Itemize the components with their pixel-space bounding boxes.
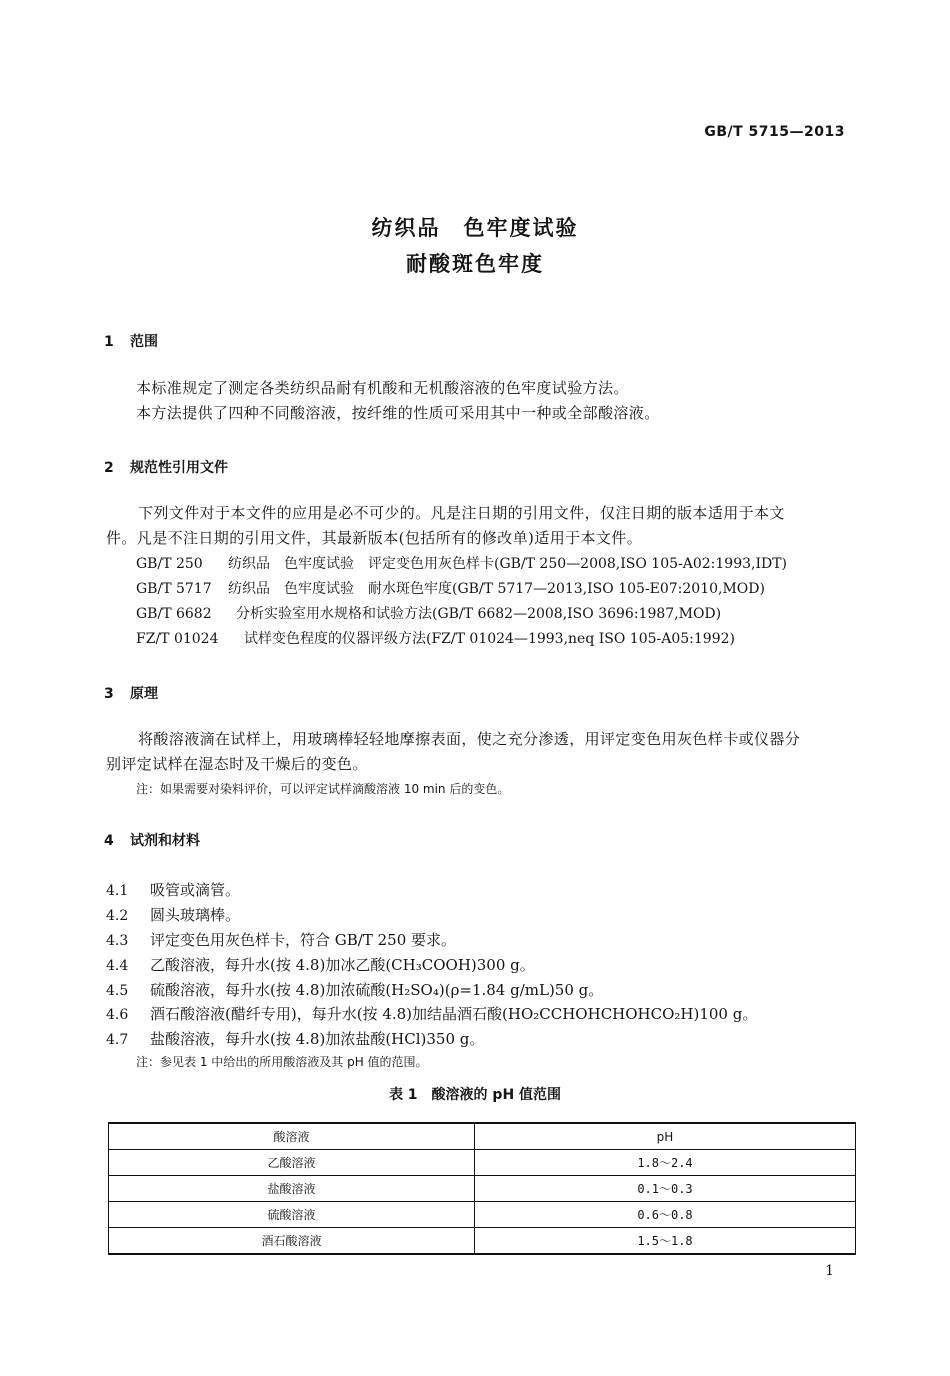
reference-code: FZ/T 01024 bbox=[136, 631, 219, 647]
section-title: 原理 bbox=[130, 686, 158, 702]
acid-name-cell: 盐酸溶液 bbox=[109, 1176, 475, 1202]
reference-text: 分析实验室用水规格和试验方法(GB/T 6682—2008,ISO 3696:1987,MOD) bbox=[236, 606, 722, 622]
item-number: 4.7 bbox=[106, 1032, 129, 1048]
reference-item bbox=[136, 628, 735, 648]
material-item bbox=[106, 879, 240, 900]
table-row bbox=[109, 1150, 856, 1176]
reference-item bbox=[136, 603, 721, 623]
section-2-intro-line-1: 下列文件对于本文件的应用是必不可少的。凡是注日期的引用文件，仅注日期的版本适用于本文 bbox=[138, 504, 785, 522]
acid-name-cell: 硫酸溶液 bbox=[109, 1202, 475, 1228]
item-text: 硫酸溶液，每升水(按 4.8)加浓硫酸(H₂SO₄)(ρ=1.84 g/mL)50 g。 bbox=[150, 981, 604, 999]
reference-item bbox=[136, 578, 765, 598]
standard-code: GB/T 5715—2013 bbox=[704, 124, 845, 140]
table-header-row bbox=[109, 1123, 856, 1150]
reference-text: 纺织品 色牢度试验 耐水斑色牢度(GB/T 5717—2013,ISO 105-E07:2010,MOD) bbox=[228, 581, 765, 597]
section-number: 3 bbox=[104, 686, 114, 702]
section-1-paragraph-2: 本方法提供了四种不同酸溶液，按纤维的性质可采用其中一种或全部酸溶液。 bbox=[136, 404, 660, 422]
acid-ph-table bbox=[108, 1122, 856, 1255]
item-text: 评定变色用灰色样卡，符合 GB/T 250 要求。 bbox=[150, 931, 457, 949]
table-row bbox=[109, 1202, 856, 1228]
item-number: 4.4 bbox=[106, 958, 129, 974]
reference-text: 纺织品 色牢度试验 评定变色用灰色样卡(GB/T 250—2008,ISO 105-A02:1993,IDT) bbox=[228, 556, 788, 572]
material-item bbox=[106, 1003, 757, 1024]
ph-range-cell: 1.8～2.4 bbox=[475, 1150, 856, 1176]
section-1-heading bbox=[104, 331, 158, 351]
acid-name-cell: 酒石酸溶液 bbox=[109, 1228, 475, 1255]
item-number: 4.5 bbox=[106, 983, 129, 999]
reference-item bbox=[136, 553, 787, 573]
ph-range-cell: 0.6～0.8 bbox=[475, 1202, 856, 1228]
ph-range-cell: 1.5～1.8 bbox=[475, 1228, 856, 1255]
reference-text: 试样变色程度的仪器评级方法(FZ/T 01024—1993,neq ISO 105-A05:1992) bbox=[244, 631, 735, 647]
section-2-heading bbox=[104, 457, 228, 477]
material-item bbox=[106, 1028, 484, 1049]
material-item bbox=[106, 979, 603, 1000]
material-item bbox=[106, 929, 456, 950]
section-3-line-2: 别评定试样在湿态时及干燥后的变色。 bbox=[106, 755, 368, 773]
section-title: 试剂和材料 bbox=[130, 833, 200, 849]
acid-name-cell: 乙酸溶液 bbox=[109, 1150, 475, 1176]
section-3-note: 注：如果需要对染料评价，可以评定试样滴酸溶液 10 min 后的变色。 bbox=[136, 782, 510, 796]
item-number: 4.6 bbox=[106, 1007, 129, 1023]
item-text: 圆头玻璃棒。 bbox=[150, 906, 241, 924]
item-text: 酒石酸溶液(醋纤专用)，每升水(按 4.8)加结晶酒石酸(HO₂CCHOHCHOHCO₂H)100 g。 bbox=[150, 1005, 758, 1023]
section-2-intro-line-2: 件。凡是不注日期的引用文件，其最新版本(包括所有的修改单)适用于本文件。 bbox=[106, 529, 643, 547]
ph-range-cell: 0.1～0.3 bbox=[475, 1176, 856, 1202]
section-4-note: 注：参见表 1 中给出的所用酸溶液及其 pH 值的范围。 bbox=[136, 1055, 428, 1069]
reference-code: GB/T 250 bbox=[136, 556, 203, 572]
section-title: 规范性引用文件 bbox=[130, 460, 228, 476]
table-caption: 表 1 酸溶液的 pH 值范围 bbox=[388, 1087, 562, 1103]
item-text: 盐酸溶液，每升水(按 4.8)加浓盐酸(HCl)350 g。 bbox=[150, 1030, 485, 1048]
column-header-acid: 酸溶液 bbox=[109, 1123, 475, 1150]
item-text: 乙酸溶液，每升水(按 4.8)加冰乙酸(CH₃COOH)300 g。 bbox=[150, 956, 535, 974]
document-title-line2: 耐酸斑色牢度 bbox=[406, 252, 544, 276]
section-4-heading bbox=[104, 830, 200, 850]
table-row bbox=[109, 1176, 856, 1202]
item-number: 4.1 bbox=[106, 883, 129, 899]
material-item bbox=[106, 904, 240, 925]
material-item bbox=[106, 954, 535, 975]
document-title-line1: 纺织品 色牢度试验 bbox=[371, 216, 579, 240]
column-header-ph: pH bbox=[475, 1123, 856, 1150]
section-number: 1 bbox=[104, 334, 114, 350]
page-number: 1 bbox=[825, 1263, 834, 1279]
section-title: 范围 bbox=[130, 334, 158, 350]
table-row bbox=[109, 1228, 856, 1255]
section-1-paragraph-1: 本标准规定了测定各类纺织品耐有机酸和无机酸溶液的色牢度试验方法。 bbox=[136, 379, 629, 397]
item-text: 吸管或滴管。 bbox=[150, 881, 241, 899]
reference-code: GB/T 5717 bbox=[136, 581, 212, 597]
item-number: 4.2 bbox=[106, 908, 129, 924]
reference-code: GB/T 6682 bbox=[136, 606, 212, 622]
section-3-line-1: 将酸溶液滴在试样上，用玻璃棒轻轻地摩擦表面，使之充分渗透，用评定变色用灰色样卡或仪器分 bbox=[138, 730, 801, 748]
section-3-heading bbox=[104, 683, 158, 703]
section-number: 2 bbox=[104, 460, 114, 476]
section-number: 4 bbox=[104, 833, 114, 849]
item-number: 4.3 bbox=[106, 933, 129, 949]
